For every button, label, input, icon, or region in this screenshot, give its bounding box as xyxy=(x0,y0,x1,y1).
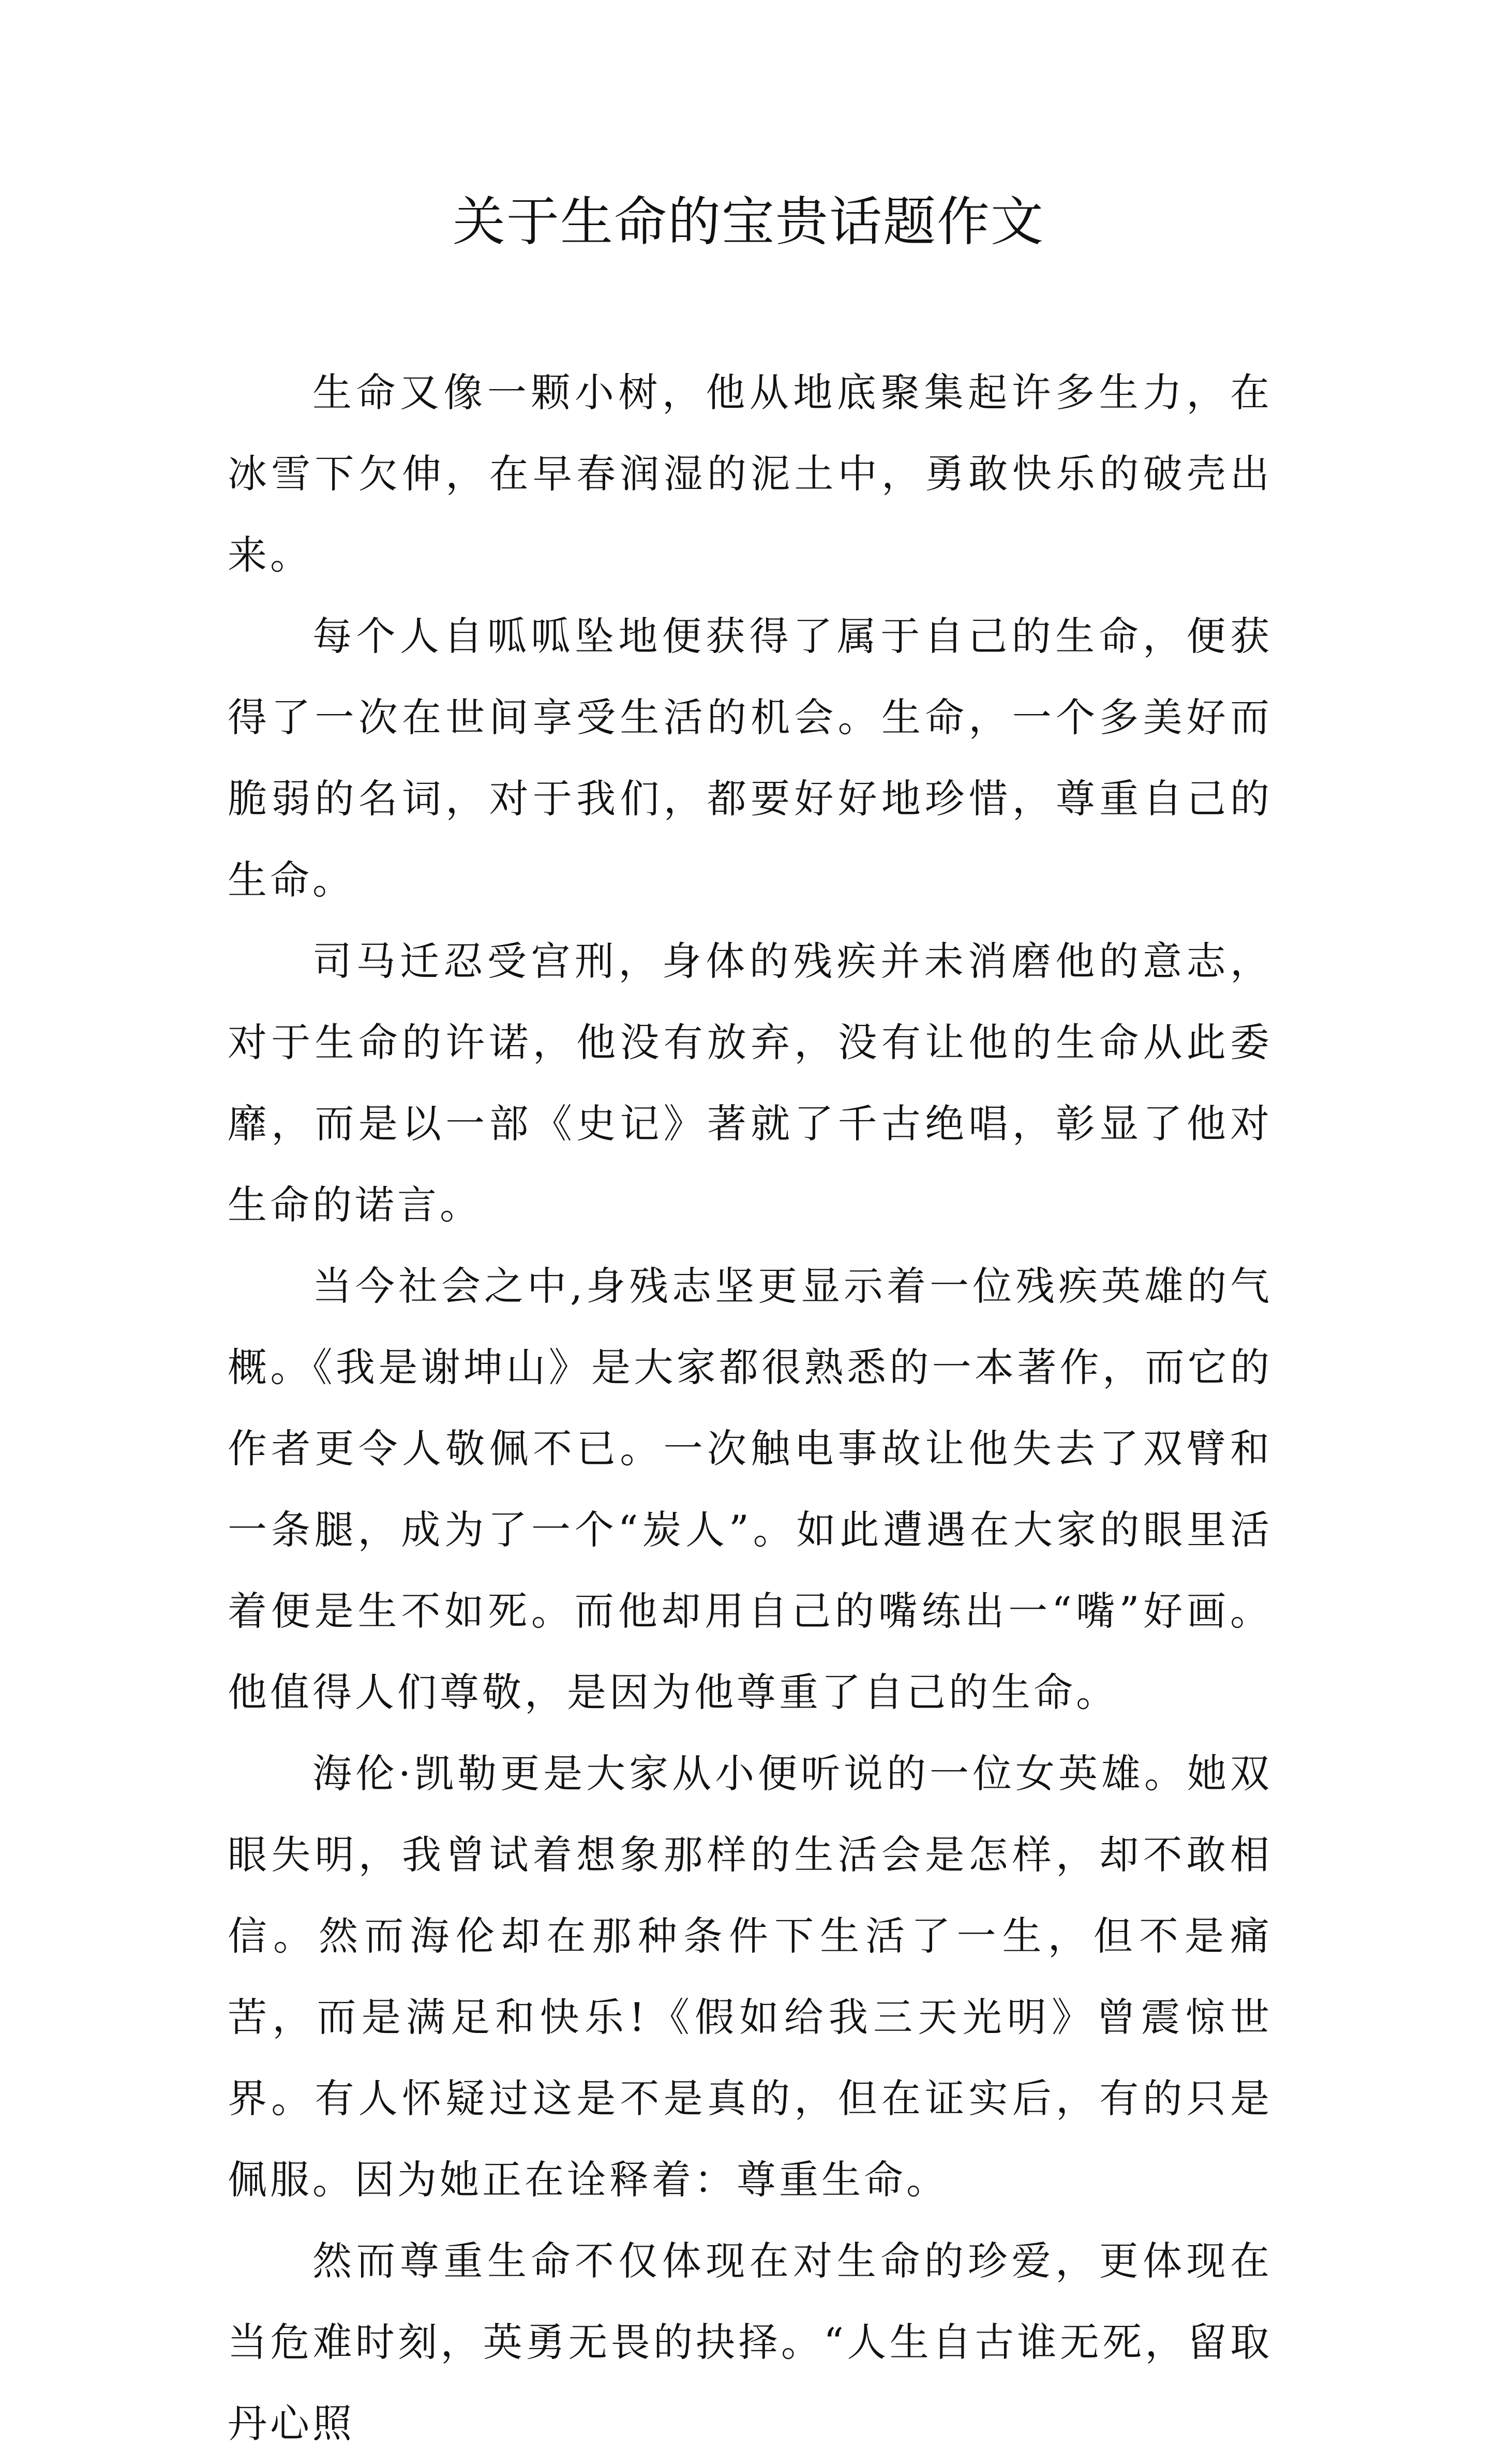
paragraph: 生命又像一颗小树，他从地底聚集起许多生力，在冰雪下欠伸，在早春润湿的泥土中，勇敢快乐的破壳出来。 xyxy=(228,369,1273,578)
document-title: 关于生命的宝贵话题作文 xyxy=(453,191,1044,253)
paragraph: 然而尊重生命不仅体现在对生命的珍爱，更体现在当危难时刻，英勇无畏的抉择。“人生自古谁无死，留取丹心照 xyxy=(228,2238,1273,2446)
paragraph: 海伦·凯勒更是大家从小便听说的一位女英雄。她双眼失明，我曾试着想象那样的生活会是怎样，却不敢相信。然而海伦却在那种条件下生活了一生，但不是痛苦，而是满足和快乐!《假如给我三天光明》曾震惊世界。有人怀疑过这是不是真的，但在证实后，有的只是佩服。因为她正在诠释着：尊重生命。 xyxy=(228,1750,1273,2203)
document-body xyxy=(228,352,1273,2464)
paragraph: 当今社会之中,身残志坚更显示着一位残疾英雄的气概。《我是谢坤山》是大家都很熟悉的一本著作，而它的作者更令人敬佩不已。一次触电事故让他失去了双臂和一条腿，成为了一个“炭人”。如此遭遇在大家的眼里活着便是生不如死。而他却用自己的嘴练出一“嘴”好画。他值得人们尊敬，是因为他尊重了自己的生命。 xyxy=(228,1263,1273,1715)
paragraph: 司马迁忍受宫刑，身体的残疾并未消磨他的意志，对于生命的许诺，他没有放弃，没有让他的生命从此委靡，而是以一部《史记》著就了千古绝唱，彰显了他对生命的诺言。 xyxy=(228,938,1273,1228)
paragraph: 每个人自呱呱坠地便获得了属于自己的生命，便获得了一次在世间享受生活的机会。生命，一个多美好而脆弱的名词，对于我们，都要好好地珍惜，尊重自己的生命。 xyxy=(228,613,1273,903)
